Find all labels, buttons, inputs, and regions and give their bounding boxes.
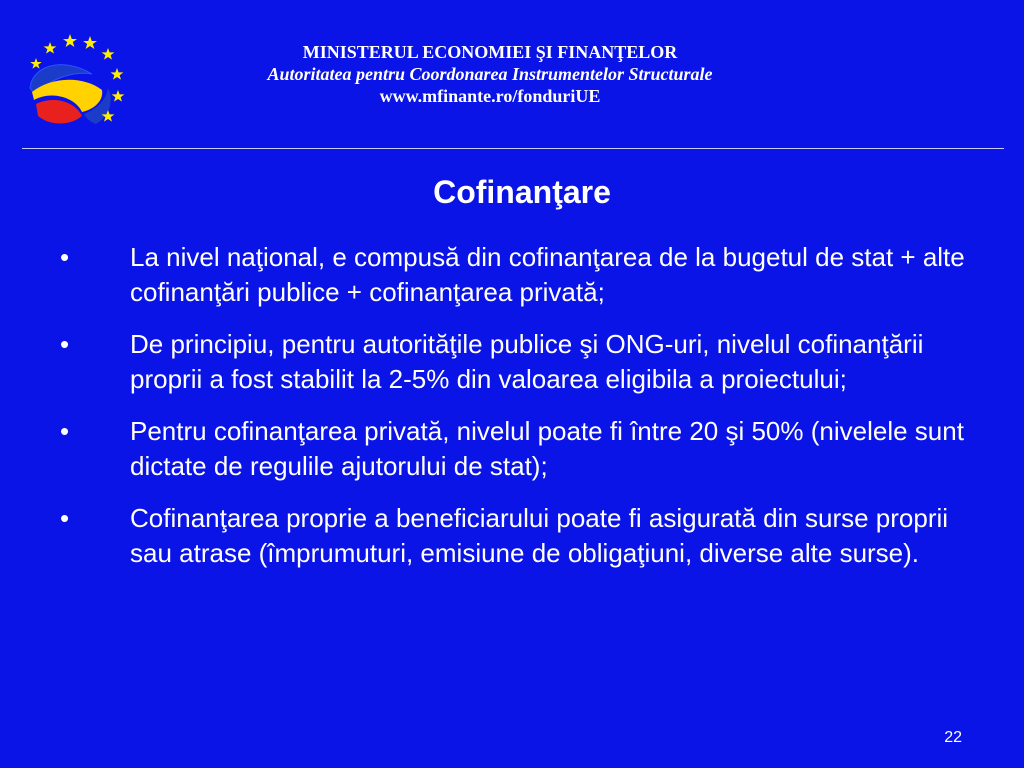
list-item: [60, 414, 980, 484]
star: [63, 34, 77, 47]
star: [44, 42, 57, 54]
star: [83, 36, 97, 49]
star: [111, 68, 124, 80]
bullet-text: De principiu, pentru autorităţile publice şi ONG-uri, nivelul cofinanţării proprii a fost stabilit la 2-5% din valoarea eligibila a proiectului;: [130, 329, 924, 394]
eu-romania-stars-logo-icon: [22, 26, 132, 134]
bullet-dot: •: [60, 329, 70, 359]
bullet-list: [60, 240, 980, 588]
header-divider: [22, 148, 1004, 149]
star: [30, 58, 42, 69]
authority-name: Autoritatea pentru Coordonarea Instrumentelor Structurale: [267, 64, 713, 84]
list-item: [60, 327, 980, 397]
ministry-name: MINISTERUL ECONOMIEI ŞI FINANŢELOR: [302, 42, 678, 62]
slide-title: Cofinanţare: [433, 174, 611, 210]
bullet-dot: •: [60, 416, 70, 446]
star: [102, 48, 115, 60]
star: [112, 90, 125, 102]
bullet-dot: •: [60, 242, 70, 272]
bullet-text: Pentru cofinanţarea privată, nivelul poate fi între 20 şi 50% (nivelele sunt dictate de regulile ajutorului de stat);: [130, 416, 964, 481]
list-item: [60, 501, 980, 571]
bullet-dot: •: [60, 503, 70, 533]
slide-header: [140, 41, 840, 107]
bullet-text: Cofinanţarea proprie a beneficiarului poate fi asigurată din surse proprii sau atrase (împrumuturi, emisiune de obligaţiuni, diverse alte surse).: [130, 503, 949, 568]
list-item: [60, 240, 980, 310]
logo-red-band: [36, 100, 82, 124]
website-url: www.mfinante.ro/fonduriUE: [379, 86, 601, 106]
page-number: 22: [944, 729, 962, 746]
bullet-text: La nivel naţional, e compusă din cofinanţarea de la bugetul de stat + alte cofinanţări publice + cofinanţarea privată;: [130, 242, 965, 307]
